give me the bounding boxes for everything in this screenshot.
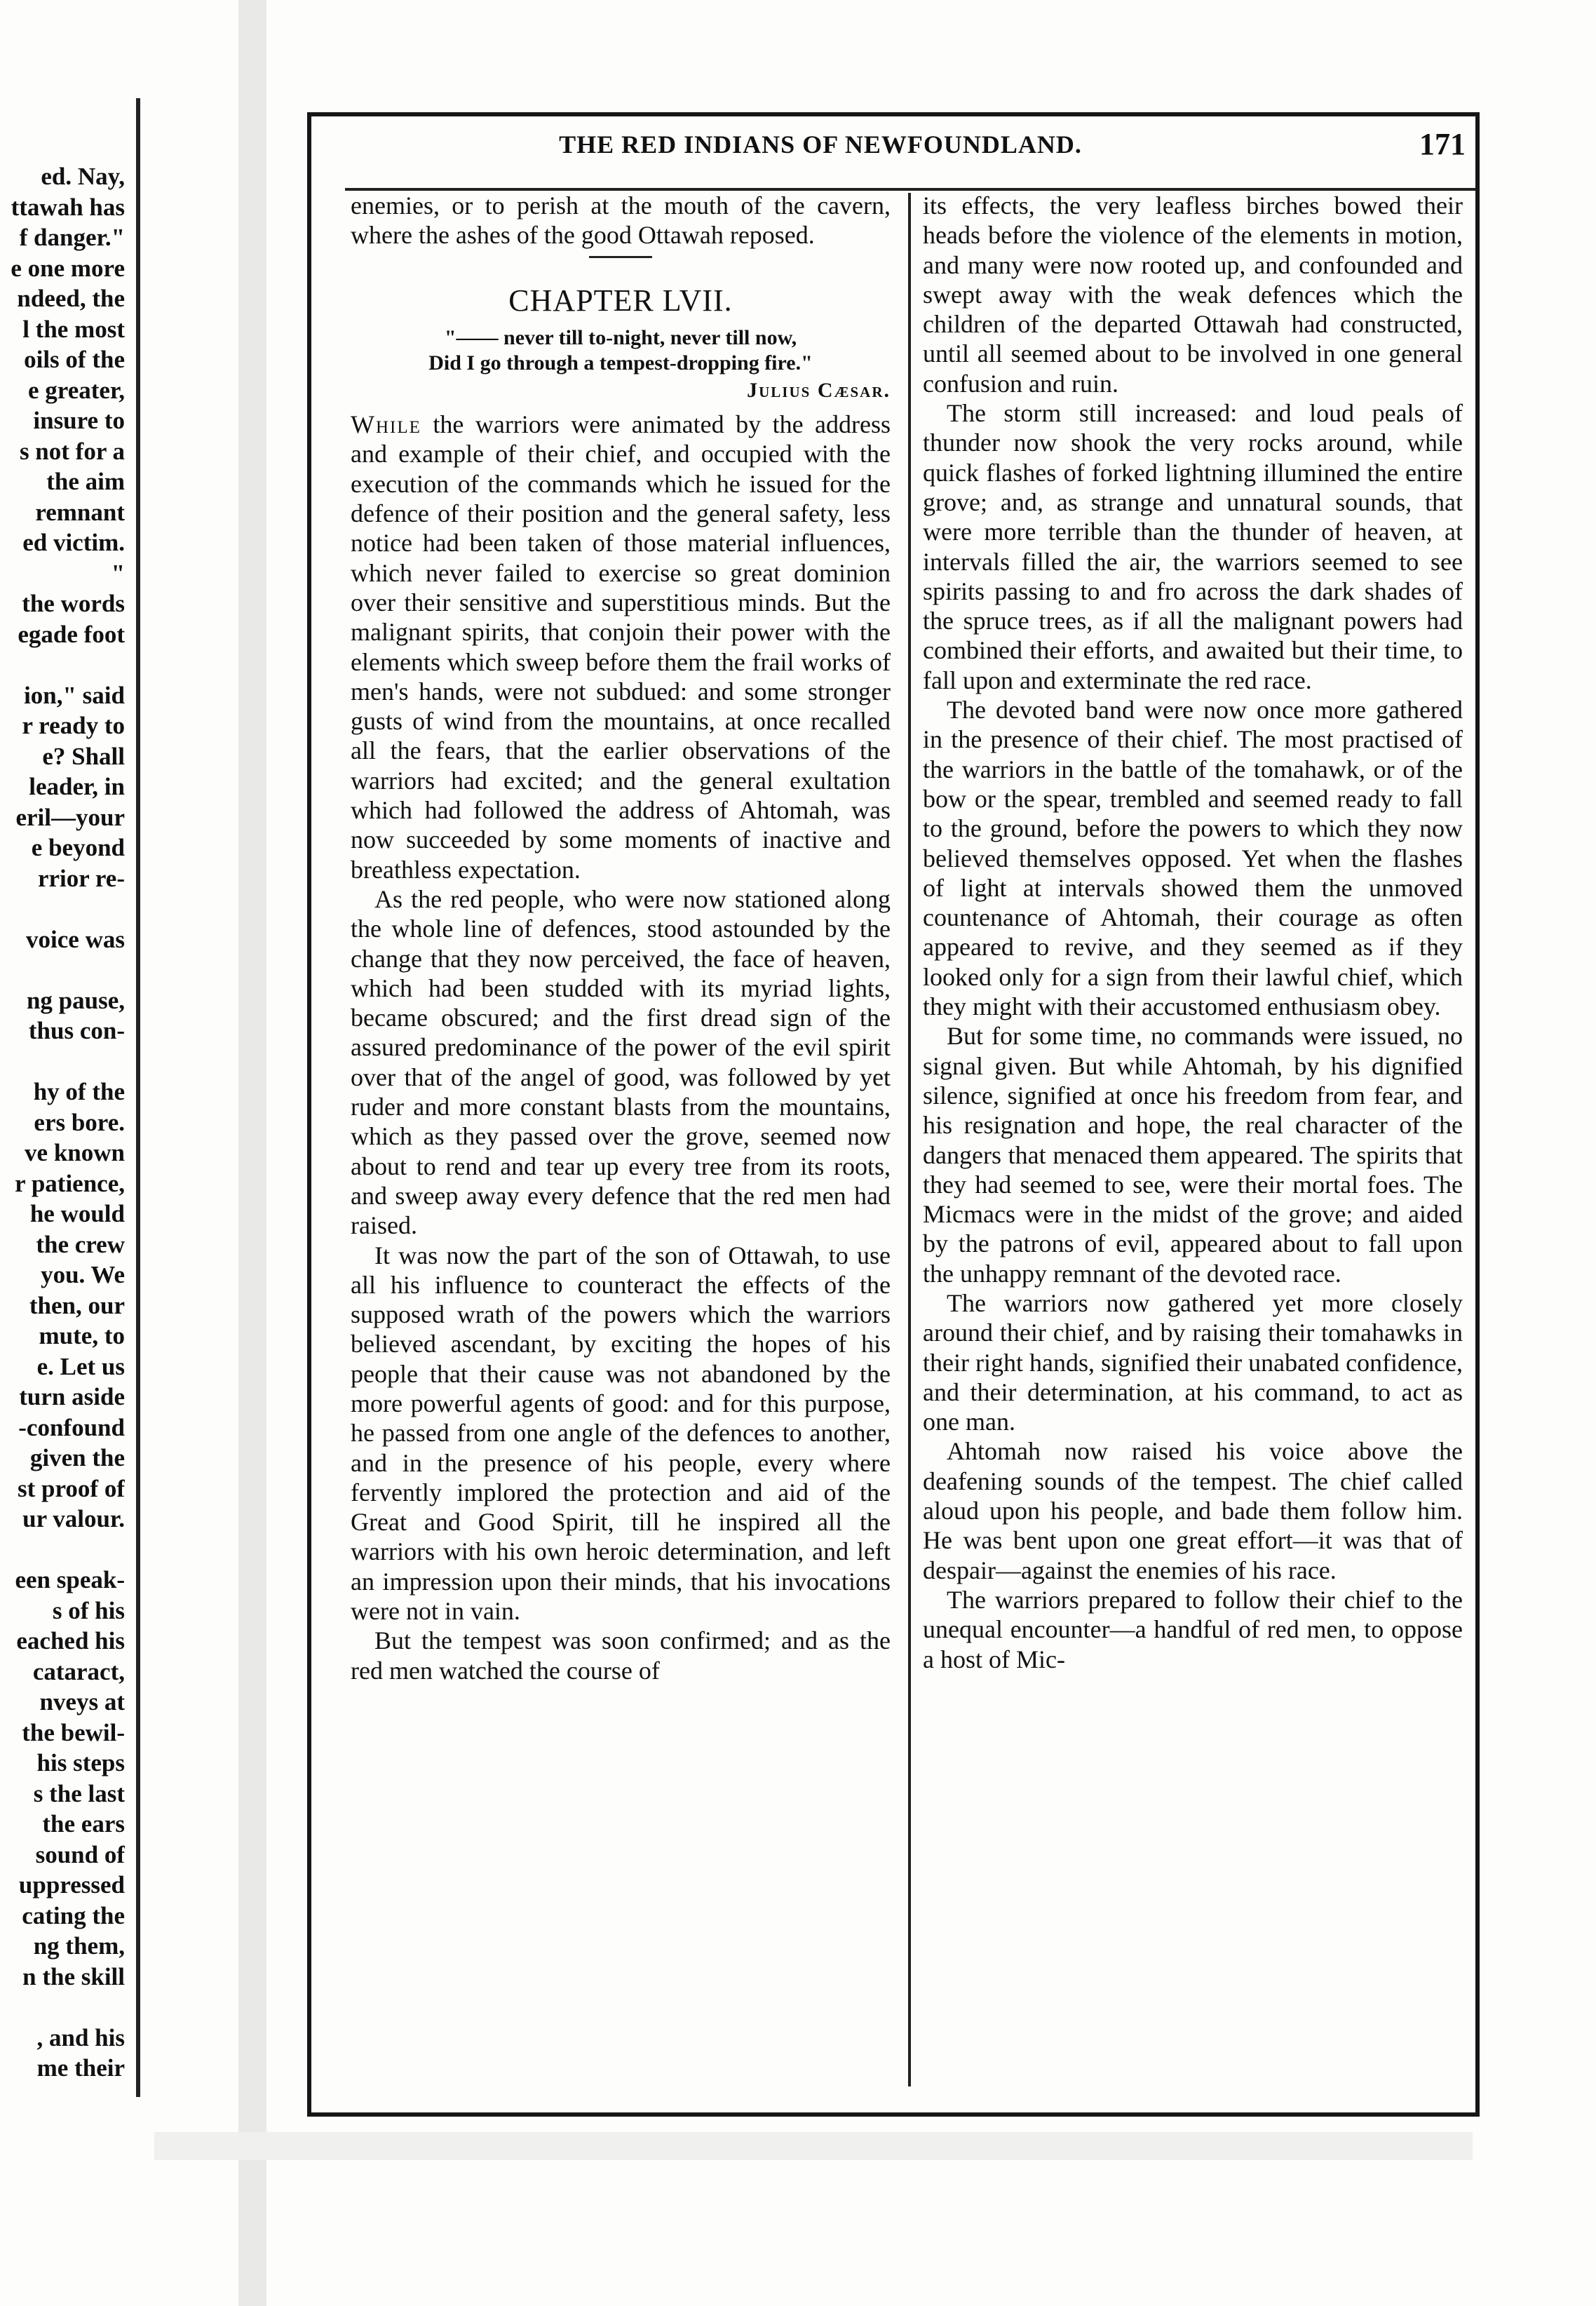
fragment-line: his steps [36,1749,125,1776]
fragment-line [0,649,125,680]
fragment-line: n the skill [22,1962,125,1990]
fragment-line: " [111,559,125,587]
fragment-line: ng pause, [26,986,125,1014]
fragment-line: mute, to [39,1322,125,1349]
fragment-line: cating the [22,1901,125,1929]
fragment-line: s the last [33,1779,125,1807]
paragraph-1-text: the warriors were animated by the address and example of their chief, and occupied with the execution of the commands which he issued for the defence of their position and the general safety, less notice had been taken of those material influences, which never failed to exercise so great dominion over their sensitive and superstitious minds. But the malignant spirits, that conjoin their power with the elements which sweep before them the frail works of men's hands, were not subdued: and some stronger gusts of wind from the mountains, at once recalled all the fears, that the earlier observations of the warriors had excited; and the general exultation which had followed the address of Ahtomah, was now succeeded by some moments of inactive and breathless expectation. [351,410,891,884]
fragment-line: me their [36,2054,125,2082]
paragraph-2: As the red people, who were now stationed along the whole line of defences, stood astounded by the change that they now perceived, the face of heaven, which had been studded with its myriad lights, became obscured; and the first dread sign of the assured predominance of the power of the evil spirit over that of the angel of good, was followed by yet ruder and more constant blasts from the mountains, which as they passed over the grove, seemed now about to rend and tear up every tree from its roots, and sweep away every defence that the red men had raised. [351,884,891,1240]
fragment-line: nveys at [39,1688,125,1715]
fragment-line: the ears [42,1810,125,1838]
fragment-line: ndeed, the [17,285,125,312]
fragment-line: e. Let us [36,1352,125,1380]
left-column [351,191,891,1685]
fragment-line: remnant [35,498,125,526]
fragment-line: r ready to [22,712,125,739]
fragment-line: uppressed [18,1871,125,1899]
paragraph-1 [351,410,891,884]
fragment-line: r patience, [15,1169,125,1197]
paragraph-9: The warriors now gathered yet more closely around their chief, and by raising their tomahawks in their right hands, signified their unabated confidence, and their determination, at his command, to act as one man. [923,1288,1463,1436]
paragraph-6: The storm still increased: and loud peals of thunder now shook the very rocks around, while quick flashes of forked lightning illumined the entire grove; and, as strange and unnatural sounds, that were more terrible than the thunder of heaven, at intervals filled the air, the warriors seemed to see spirits passing to and fro across the dark shades of the spruce trees, as if all the malignant powers had combined their efforts, and awaited but their time, to fall upon and exterminate the red race. [923,399,1463,694]
fragment-line: e one more [11,254,125,282]
paragraph-8: But for some time, no commands were issued, no signal given. But while Ahtomah, by his dignified silence, signified at once his freedom from fear, and his resignation and hope, the real character of the dangers that menaced them appeared. The spirits that they had seemed to see, were their mortal foes. The Micmacs were in the midst of the grove; and aided by the patrons of evil, appeared about to fall upon the unhappy remnant of the devoted race. [923,1022,1463,1288]
drop-word: While [351,410,421,439]
fragment-line: hy of the [33,1078,125,1105]
fragment-line: ve known [25,1139,125,1166]
fragment-line: thus con- [28,1017,125,1044]
fragment-line: , and his [36,2023,125,2051]
fragment-line: egade foot [18,620,125,648]
fragment-line: st proof of [18,1474,125,1502]
fragment-line: sound of [35,1840,125,1868]
paragraph-11: The warriors prepared to follow their chief to the unequal encounter—a handful of red men, to oppose a host of Mic- [923,1585,1463,1673]
fragment-line: ed. Nay, [41,163,125,190]
fragment-line: e beyond [31,834,125,861]
fragment-line: you. We [41,1261,125,1288]
fragment-line: f danger." [19,224,125,251]
fragment-line: rrior re- [37,864,125,892]
fragment-line: een speak- [15,1566,125,1593]
fragment-line: turn aside [19,1383,125,1410]
fragment-line: he would [29,1200,125,1227]
fragment-line: insure to [33,407,125,434]
paragraph-7: The devoted band were now once more gathered in the presence of their chief. The most practised of the warriors in the battle of the tomahawk, or of the bow or the spear, trembled and seemed ready to fall to the ground, before the powers to which they now believed themselves opposed. Yet when the flashes of light at intervals showed them the unmoved countenance of Ahtomah, their courage as often appeared to revive, and they seemed as if they looked only for a sign from their lawful chief, which they might with their accustomed enthusiasm obey. [923,696,1463,1021]
fragment-line: ed victim. [22,529,125,556]
fragment-line: given the [29,1444,125,1471]
fragment-line: ur valour. [22,1505,125,1532]
running-title: THE RED INDIANS OF NEWFOUNDLAND. [559,130,1082,159]
fragment-line: ng them, [33,1932,125,1960]
page-number: 171 [1419,127,1466,161]
fragment-line: the words [22,590,125,617]
column-divider [908,193,911,2086]
fragment-line: -confound [18,1413,125,1441]
fragment-line: the crew [36,1230,125,1258]
fragment-line [0,1046,125,1077]
previous-page-border [136,98,140,2097]
gutter-shadow [238,0,266,2306]
epigraph-line-1: "—— never till to-night, never till now, [444,325,797,349]
fragment-line: voice was [26,925,125,953]
fragment-line: e greater, [28,376,125,404]
fragment-line: s not for a [19,437,125,465]
fragment-line: then, our [29,1291,125,1319]
paragraph-4: But the tempest was soon confirmed; and as the red men watched the course of [351,1626,891,1685]
fragment-line: cataract, [32,1657,125,1685]
fragment-line [0,1535,125,1565]
fragment-line: eril—your [15,803,125,831]
epigraph-attribution: Julius Cæsar. [747,378,891,402]
fragment-line: leader, in [29,773,125,800]
paragraph-3: It was now the part of the son of Ottawah, to use all his influence to counteract the effects of the supposed wrath of the powers which the warriors believed ascendant, by exciting the hopes of his people that their cause was not abandoned by the more powerful agents of good: and for this purpose, he passed from one angle of the defences to another, and in the presence of his people, every where fervently implored the protection and aid of the Great and Good Spirit, till he inspired all the warriors with his own heroic determination, and left an impression upon their minds, that his invocations were not in vain. [351,1241,891,1626]
fragment-line: s of his [52,1596,125,1624]
fragment-line: eached his [16,1627,125,1654]
page-bottom-shadow [154,2132,1473,2160]
fragment-line: oils of the [24,346,125,373]
fragment-line [0,955,125,985]
fragment-line: the aim [46,468,125,495]
fragment-line: ers bore. [34,1108,125,1136]
epigraph-line-2: Did I go through a tempest-dropping fire." [428,351,813,375]
fragment-line: ttawah has [11,193,125,221]
previous-page-fragment [0,98,140,2097]
fragment-line: ion," said [24,681,125,709]
opening-paragraph: enemies, or to perish at the mouth of the cavern, where the ashes of the good Ottawah reposed. [351,191,891,250]
fragment-line: the bewil- [22,1718,125,1746]
chapter-title: CHAPTER LVII. [508,283,733,318]
fragment-line: e? Shall [42,742,125,770]
paragraph-5: its effects, the very leafless birches bowed their heads before the violence of the elements in motion, and many were now rooted up, and confounded and swept away with the weak defences which the children of the departed Ottawah had constructed, until all seemed about to be involved in one general confusion and ruin. [923,191,1463,398]
right-column [923,191,1463,1674]
epigraph [351,325,891,376]
fragment-line [0,894,125,924]
paragraph-10: Ahtomah now raised his voice above the deafening sounds of the tempest. The chief called aloud upon his people, and bade them follow him. He was bent upon one great effort—it was that of despair—against the enemies of his race. [923,1437,1463,1584]
previous-page-text [0,161,125,2084]
fragment-line: l the most [22,315,125,343]
fragment-line [0,1992,125,2023]
section-rule [589,256,652,258]
